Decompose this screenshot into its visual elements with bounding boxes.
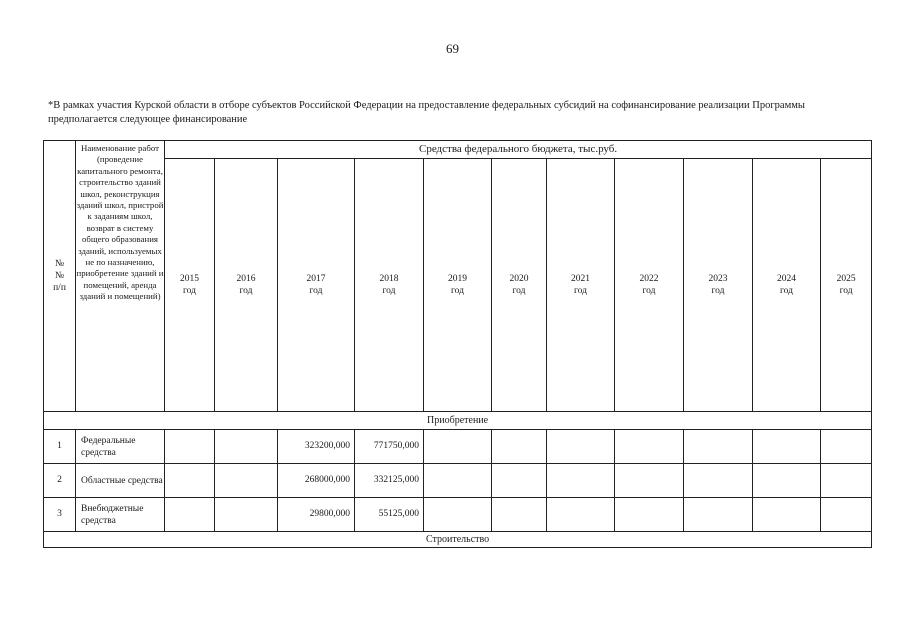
value-cell <box>547 498 615 532</box>
value-cell: 55125,000 <box>355 498 424 532</box>
value-cell <box>684 498 753 532</box>
value-cell <box>615 464 684 498</box>
value-cell <box>753 498 821 532</box>
value-cell <box>615 430 684 464</box>
value-cell <box>753 430 821 464</box>
funds-header: Средства федерального бюджета, тыс.руб. <box>165 141 872 159</box>
value-cell <box>215 498 278 532</box>
year-header-cell: 2025 год <box>821 159 872 412</box>
value-cell <box>492 464 547 498</box>
value-cell <box>215 464 278 498</box>
header-row-1 <box>44 141 872 159</box>
value-cell <box>424 498 492 532</box>
value-cell <box>821 430 872 464</box>
value-cell <box>215 430 278 464</box>
value-cell <box>821 464 872 498</box>
section-acquisition-label: Приобретение <box>44 412 872 430</box>
col-num-header: № № п/п <box>44 141 76 412</box>
row-name: Федеральные средства <box>76 430 165 464</box>
year-header-cell: 2023 год <box>684 159 753 412</box>
row-name: Внебюджетные средства <box>76 498 165 532</box>
year-header-cell: 2017 год <box>278 159 355 412</box>
value-cell: 323200,000 <box>278 430 355 464</box>
value-cell <box>821 498 872 532</box>
value-cell: 771750,000 <box>355 430 424 464</box>
section-row-acquisition <box>44 412 872 430</box>
year-header-cell: 2020 год <box>492 159 547 412</box>
row-number: 2 <box>44 464 76 498</box>
intro-paragraph: *В рамках участия Курской области в отборе субъектов Российской Федерации на предоставление федеральных субсидий на софинансирование реализации Программы предполагается следующее финансирование <box>48 100 805 125</box>
col-name-header: Наименование работ (проведение капитального ремонта, строительство зданий школ, реконструкция зданий школ, пристрой к заданиям школ, возврат в систему общего образования зданий, используемых не по назначению, приобретение зданий и помещений, аренда зданий и помещений) <box>76 141 165 412</box>
value-cell <box>424 430 492 464</box>
value-cell: 332125,000 <box>355 464 424 498</box>
value-cell <box>165 498 215 532</box>
page-number: 69 <box>446 41 459 56</box>
value-cell <box>492 498 547 532</box>
value-cell <box>547 464 615 498</box>
value-cell <box>684 464 753 498</box>
table-row <box>44 430 872 464</box>
row-number: 1 <box>44 430 76 464</box>
value-cell <box>547 430 615 464</box>
year-header-cell: 2016 год <box>215 159 278 412</box>
year-header-cell: 2015 год <box>165 159 215 412</box>
row-name: Областные средства <box>76 464 165 498</box>
value-cell <box>492 430 547 464</box>
financing-table <box>43 140 872 548</box>
year-header-cell: 2022 год <box>615 159 684 412</box>
value-cell <box>165 430 215 464</box>
value-cell <box>424 464 492 498</box>
section-row-construction <box>44 532 872 548</box>
table-row <box>44 498 872 532</box>
header-row-years <box>44 159 872 412</box>
value-cell <box>165 464 215 498</box>
year-header-cell: 2021 год <box>547 159 615 412</box>
year-header-cell: 2024 год <box>753 159 821 412</box>
value-cell: 268000,000 <box>278 464 355 498</box>
value-cell <box>684 430 753 464</box>
section-construction-label: Строительство <box>44 532 872 548</box>
year-header-cell: 2018 год <box>355 159 424 412</box>
value-cell <box>615 498 684 532</box>
year-header-cell: 2019 год <box>424 159 492 412</box>
row-number: 3 <box>44 498 76 532</box>
table-row <box>44 464 872 498</box>
value-cell <box>753 464 821 498</box>
value-cell: 29800,000 <box>278 498 355 532</box>
